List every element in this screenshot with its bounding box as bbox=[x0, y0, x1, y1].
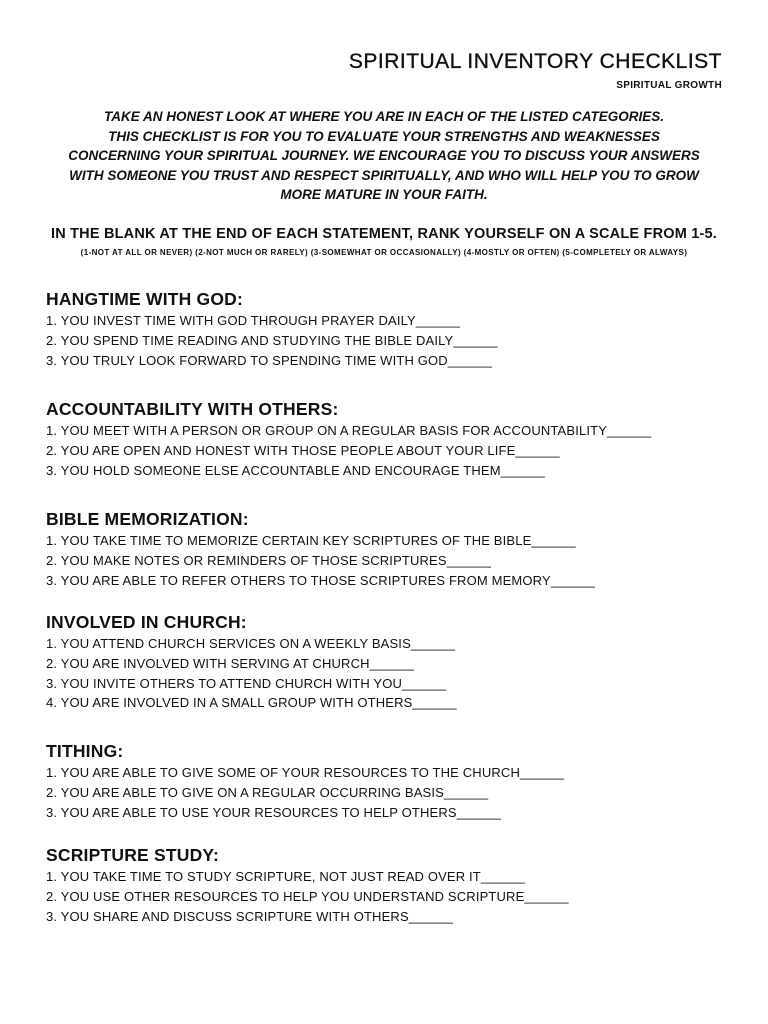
statement-item[interactable]: 3. YOU SHARE AND DISCUSS SCRIPTURE WITH OTHERS______ bbox=[46, 908, 454, 924]
section-tithing bbox=[46, 739, 746, 822]
statement-item[interactable]: 2. YOU ARE ABLE TO GIVE ON A REGULAR OCCURRING BASIS______ bbox=[46, 784, 489, 800]
statement-item[interactable]: 2. YOU ARE OPEN AND HONEST WITH THOSE PEOPLE ABOUT YOUR LIFE______ bbox=[46, 442, 560, 458]
ranking-instruction: IN THE BLANK AT THE END OF EACH STATEMENT, RANK YOURSELF ON A SCALE FROM 1-5. bbox=[50, 226, 718, 242]
statement-item[interactable]: 1. YOU ATTEND CHURCH SERVICES ON A WEEKLY BASIS______ bbox=[46, 636, 456, 651]
intro-line: THIS CHECKLIST IS FOR YOU TO EVALUATE YOUR STRENGTHS AND WEAKNESSES bbox=[108, 128, 660, 144]
statement-item[interactable]: 3. YOU TRULY LOOK FORWARD TO SPENDING TIME WITH GOD______ bbox=[46, 352, 493, 368]
statement-item[interactable]: 3. YOU INVITE OTHERS TO ATTEND CHURCH WITH YOU______ bbox=[46, 675, 447, 691]
section-heading: ACCOUNTABILITY WITH OTHERS: bbox=[46, 399, 339, 419]
intro-paragraph bbox=[30, 107, 738, 205]
statement-item[interactable]: 1. YOU INVEST TIME WITH GOD THROUGH PRAYER DAILY______ bbox=[46, 313, 461, 328]
statement-item[interactable]: 1. YOU TAKE TIME TO STUDY SCRIPTURE, NOT JUST READ OVER IT______ bbox=[46, 869, 526, 884]
page-title: SPIRITUAL INVENTORY CHECKLIST bbox=[348, 50, 722, 73]
section-heading: INVOLVED IN CHURCH: bbox=[46, 612, 247, 632]
section-scripture-study bbox=[46, 843, 746, 926]
intro-line: MORE MATURE IN YOUR FAITH. bbox=[280, 187, 488, 202]
statement-item[interactable]: 2. YOU ARE INVOLVED WITH SERVING AT CHURCH______ bbox=[46, 655, 414, 671]
section-hangtime-with-god bbox=[46, 287, 746, 370]
section-heading: BIBLE MEMORIZATION: bbox=[46, 509, 249, 529]
statement-item[interactable]: 1. YOU TAKE TIME TO MEMORIZE CERTAIN KEY SCRIPTURES OF THE BIBLE______ bbox=[46, 533, 576, 548]
statement-item[interactable]: 1. YOU MEET WITH A PERSON OR GROUP ON A REGULAR BASIS FOR ACCOUNTABILITY______ bbox=[46, 423, 652, 438]
statement-item[interactable]: 3. YOU ARE ABLE TO USE YOUR RESOURCES TO HELP OTHERS______ bbox=[46, 804, 501, 820]
section-heading: HANGTIME WITH GOD: bbox=[46, 289, 244, 309]
statement-item[interactable]: 3. YOU ARE ABLE TO REFER OTHERS TO THOSE SCRIPTURES FROM MEMORY______ bbox=[46, 572, 596, 588]
statement-item[interactable]: 2. YOU MAKE NOTES OR REMINDERS OF THOSE SCRIPTURES______ bbox=[46, 552, 491, 568]
intro-line: WITH SOMEONE YOU TRUST AND RESPECT SPIRITUALLY, AND WHO WILL HELP YOU TO GROW bbox=[69, 167, 699, 183]
statement-list bbox=[46, 421, 746, 480]
section-involved-in-church bbox=[46, 610, 746, 713]
rating-scale-legend: (1-NOT AT ALL OR NEVER) (2-NOT MUCH OR RARELY) (3-SOMEWHAT OR OCCASIONALLY) (4-MOSTLY OR OFTEN) (5-COMPLETELY OR ALWAYS) bbox=[80, 248, 688, 257]
intro-line: CONCERNING YOUR SPIRITUAL JOURNEY. WE ENCOURAGE YOU TO DISCUSS YOUR ANSWERS bbox=[68, 148, 700, 163]
section-heading: TITHING: bbox=[46, 741, 124, 761]
statement-list bbox=[46, 867, 746, 926]
statement-list bbox=[46, 763, 746, 822]
section-heading: SCRIPTURE STUDY: bbox=[46, 845, 220, 865]
statement-item[interactable]: 2. YOU USE OTHER RESOURCES TO HELP YOU UNDERSTAND SCRIPTURE______ bbox=[46, 888, 569, 904]
page-subtitle: SPIRITUAL GROWTH bbox=[616, 80, 722, 91]
statement-item[interactable]: 4. YOU ARE INVOLVED IN A SMALL GROUP WITH OTHERS______ bbox=[46, 695, 457, 711]
section-accountability-with-others bbox=[46, 397, 746, 480]
statement-item[interactable]: 3. YOU HOLD SOMEONE ELSE ACCOUNTABLE AND ENCOURAGE THEM______ bbox=[46, 462, 545, 478]
section-bible-memorization bbox=[46, 507, 746, 590]
intro-line: TAKE AN HONEST LOOK AT WHERE YOU ARE IN EACH OF THE LISTED CATEGORIES. bbox=[103, 109, 665, 124]
statement-list bbox=[46, 634, 746, 713]
statement-item[interactable]: 2. YOU SPEND TIME READING AND STUDYING THE BIBLE DAILY______ bbox=[46, 332, 498, 348]
statement-item[interactable]: 1. YOU ARE ABLE TO GIVE SOME OF YOUR RESOURCES TO THE CHURCH______ bbox=[46, 765, 565, 780]
statement-list bbox=[46, 531, 746, 590]
statement-list bbox=[46, 311, 746, 370]
